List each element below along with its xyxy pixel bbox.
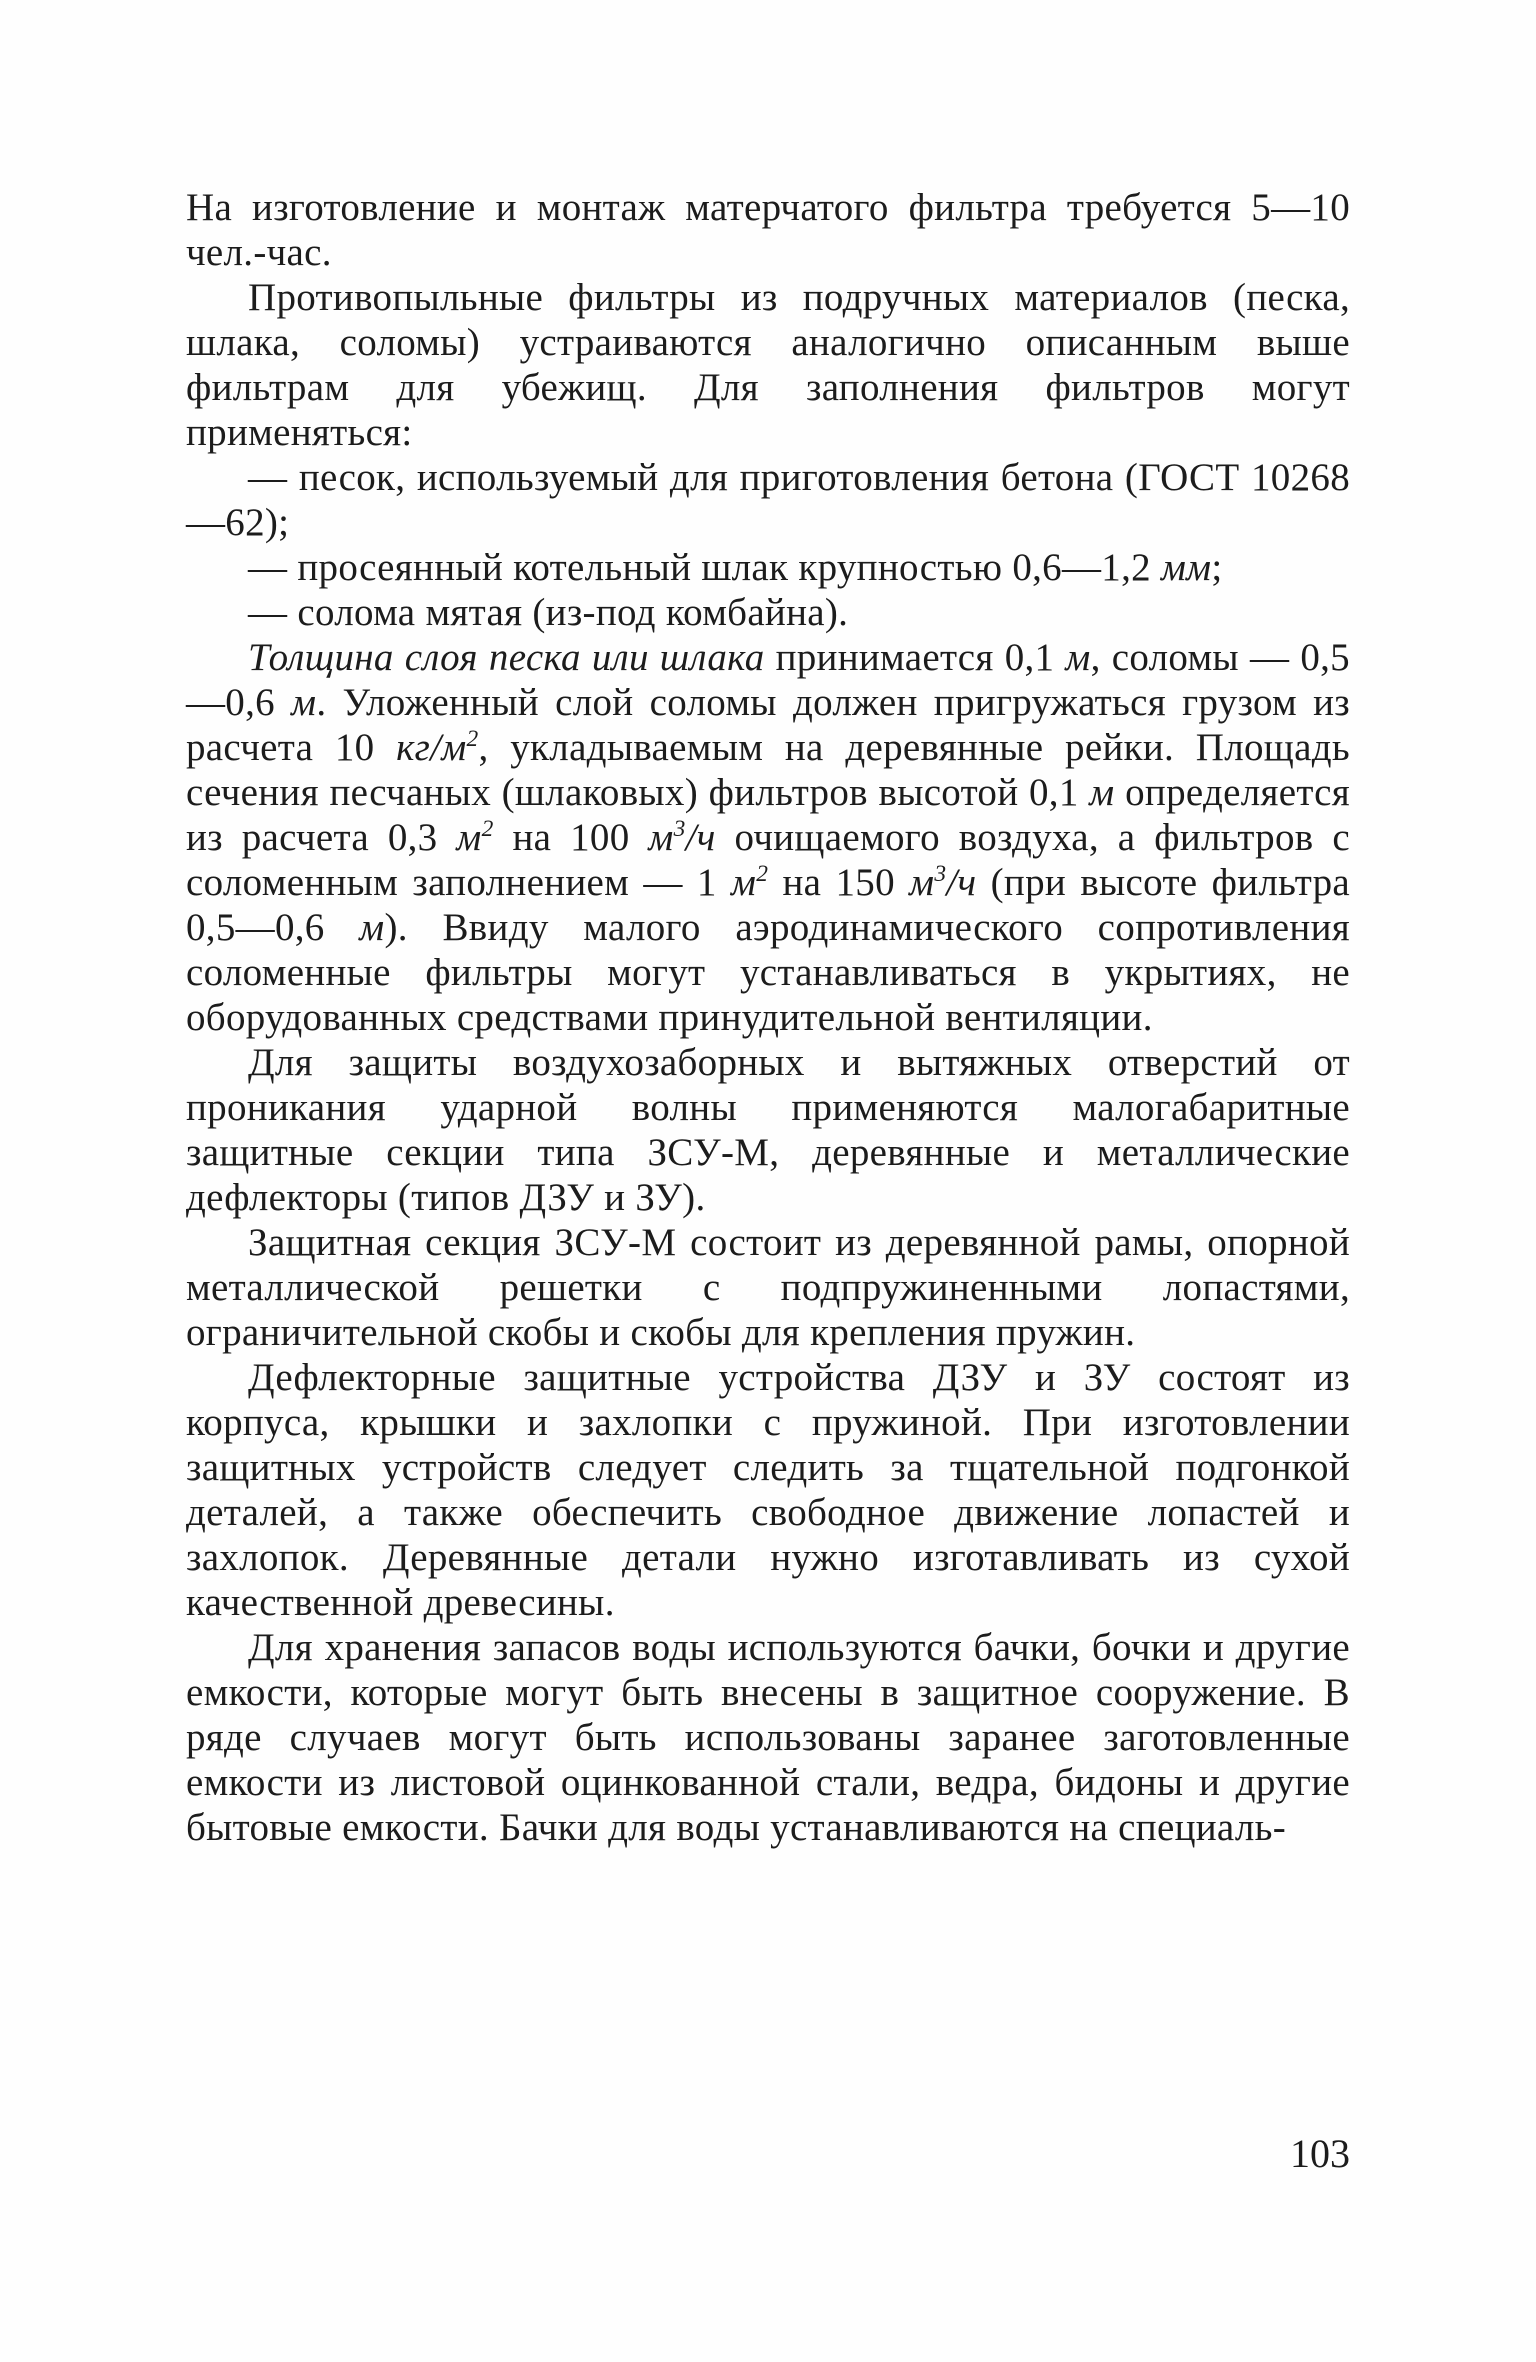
- unit-m: м: [1089, 771, 1115, 814]
- page-body: [186, 185, 1350, 1850]
- unit-text: м: [730, 861, 757, 904]
- paragraph-water-storage: Для хранения запасов воды используются бачки, бочки и другие емкости, которые могут быть внесены в защитное сооружение. В ряде случаев могут быть использованы заранее заготовленные емкости из листовой оцинкованной стали, ведра, бидоны и другие бытовые емкости. Бачки для воды устанавливаются на специаль-: [186, 1626, 1350, 1849]
- paragraph-dust-filters: Противопыльные фильтры из подручных материалов (песка, шлака, соломы) устраиваются аналогично описанным выше фильтрам для убежищ. Для заполнения фильтров могут применяться:: [186, 276, 1350, 454]
- unit-text: м: [909, 861, 935, 904]
- unit-sup: 2: [466, 725, 479, 752]
- unit-kg-m2: [396, 726, 478, 769]
- unit-text: м: [456, 816, 482, 859]
- unit-mm: мм: [1160, 546, 1212, 589]
- unit-sup: 3: [673, 815, 686, 842]
- unit-sup: 2: [481, 815, 494, 842]
- list-item-slag-end: ;: [1211, 546, 1223, 589]
- unit-text: /ч: [685, 816, 716, 859]
- paragraph-filter-labor: На изготовление и монтаж матерчатого фильтра требуется 5—10 чел.-час.: [186, 186, 1350, 274]
- unit-m2: [731, 861, 768, 904]
- unit-m2: [456, 816, 493, 859]
- unit-text: /ч: [946, 861, 977, 904]
- text-segment: , укладываемым на деревянные рейки. Площадь сечения песчаных (шлаковых) фильтров высотой 0,1: [186, 726, 1350, 814]
- italic-lead: Толщина слоя песка или шлака: [248, 636, 765, 679]
- page-number: 103: [1290, 2131, 1350, 2176]
- list-item-sand: — песок, используемый для приготовления бетона (ГОСТ 10268—62);: [186, 456, 1350, 544]
- unit-text: кг/м: [396, 726, 467, 769]
- text-segment: очищаемого воздуха, а фильтров с соломенным заполнением — 1: [186, 816, 1350, 904]
- paragraph-shock-wave-protection: Для защиты воздухозаборных и вытяжных отверстий от проникания ударной волны применяются малогабаритные защитные секции типа ЗСУ-М, деревянные и металлические дефлекторы (типов ДЗУ и ЗУ).: [186, 1041, 1350, 1219]
- text-segment: на 100: [493, 816, 649, 859]
- list-item-slag-text: — просеянный котельный шлак крупностью 0,6—1,2: [248, 546, 1161, 589]
- text-segment: (при высоте фильтра 0,5—0,6: [186, 861, 1350, 949]
- unit-m: м: [359, 906, 385, 949]
- text-segment: ). Ввиду малого аэродинамического сопротивления соломенные фильтры могут устанавливаться в укрытиях, не оборудованных средствами принудительной вентиляции.: [186, 906, 1350, 1039]
- unit-sup: 2: [756, 860, 769, 887]
- unit-sup: 3: [934, 860, 947, 887]
- unit-m3-h: [648, 816, 715, 859]
- list-item-straw: — солома мятая (из-под комбайна).: [248, 591, 849, 634]
- text-segment: . Уложенный слой соломы должен пригружаться грузом из расчета 10: [186, 681, 1351, 769]
- text-segment: принимается 0,1: [764, 636, 1066, 679]
- unit-text: м: [648, 816, 674, 859]
- unit-m3-h: [909, 861, 976, 904]
- paragraph-layer-thickness: [186, 635, 1350, 1040]
- text-segment: , соломы — 0,5—0,6: [186, 636, 1350, 724]
- list-item-slag: [186, 545, 1350, 590]
- unit-m: м: [1065, 636, 1091, 679]
- paragraph-zsu-m-section: Защитная секция ЗСУ-М состоит из деревянной рамы, опорной металлической решетки с подпружиненными лопастями, ограничительной скобы и скобы для крепления пружин.: [186, 1221, 1350, 1354]
- text-segment: на 150: [768, 861, 910, 904]
- text-segment: определяется из расчета 0,3: [186, 771, 1350, 859]
- paragraph-deflector-devices: Дефлекторные защитные устройства ДЗУ и ЗУ состоят из корпуса, крышки и захлопки с пружиной. При изготовлении защитных устройств следует следить за тщательной подгонкой деталей, а также обеспечить свободное движение лопастей и захлопок. Деревянные детали нужно изготавливать из сухой качественной древесины.: [186, 1356, 1350, 1624]
- unit-m: м: [291, 681, 317, 724]
